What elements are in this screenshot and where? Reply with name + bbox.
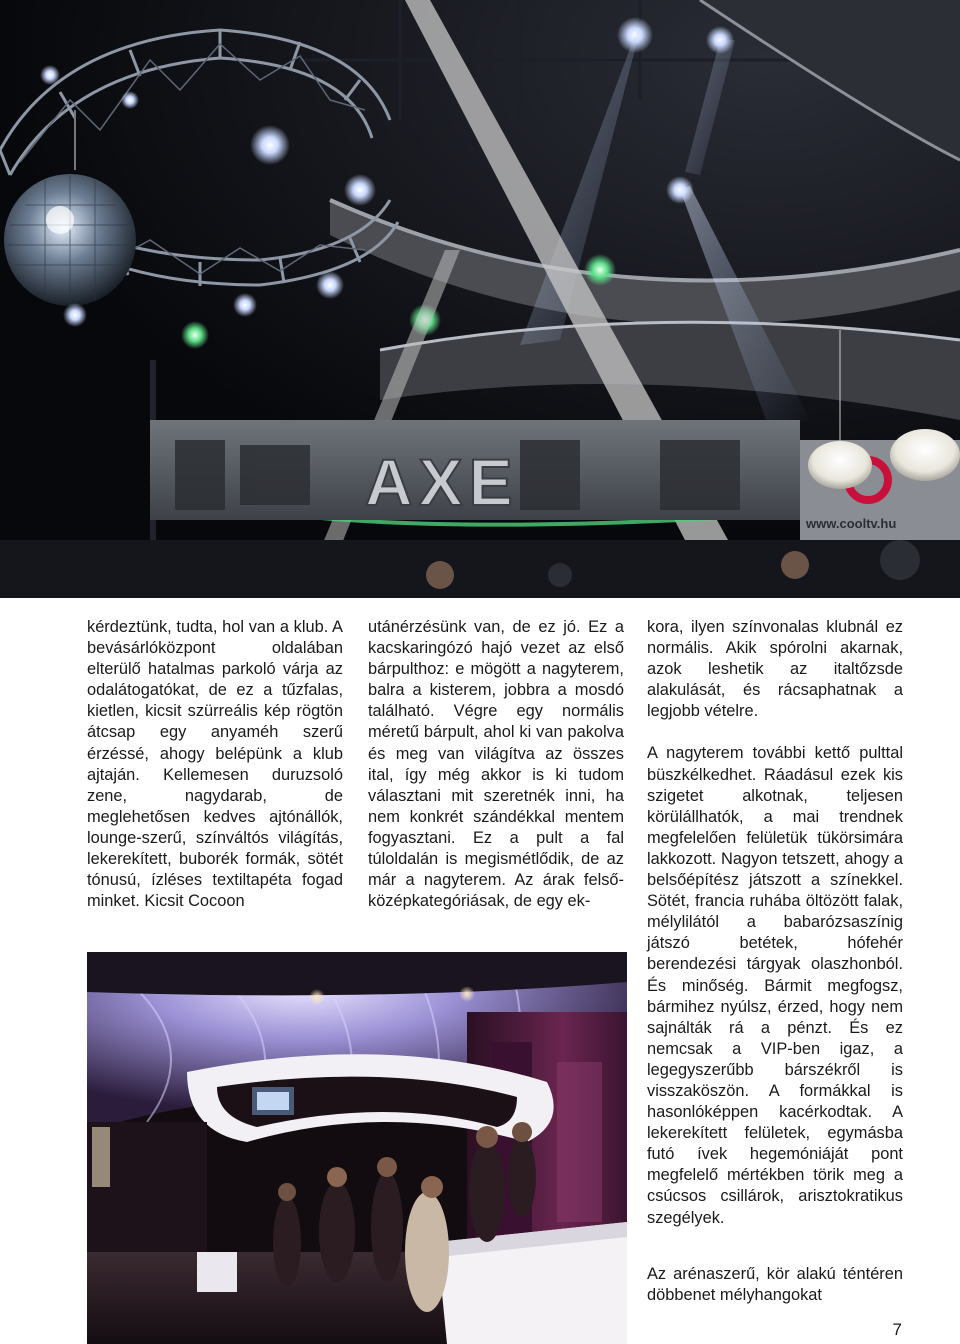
text-column-2 xyxy=(368,617,624,912)
axe-sign: AXE xyxy=(365,445,519,519)
col3-paragraph-1: kora, ilyen színvonalas klubnál ez normális. Akik spórolni akarnak, azok leshetik az italtőzsde alakulását, és rácsaphatnak a legjobb vételre. xyxy=(647,618,903,721)
text-column-1 xyxy=(87,617,343,912)
hero-photo xyxy=(0,0,960,598)
cooltv-url: www.cooltv.hu xyxy=(806,516,897,531)
page-number: 7 xyxy=(892,1320,902,1339)
club-ceiling-image xyxy=(0,0,960,598)
col3-paragraph-3-wrapper xyxy=(647,1264,903,1306)
col2-paragraph: utánérzésünk van, de ez jó. Ez a kacskaringózó hajó vezet az első bárpulthoz: e mögött a nagyterem, balra a kisterem, jobbra a mosdó található. Végre egy normális méretű bárpult, ahol ki van pakolva és meg van világítva az összes ital, így még akkor is ki tudom választani mit szeretnék inni, ha nem konkrét szándékkal mentem fogyasztani. Ez a pult a fal túloldalán is megismétlődik, de az már a nagyterem. Az árak felső-középkategóriásak, de egy ek- xyxy=(368,618,624,911)
bar-interior-image xyxy=(87,952,627,1344)
text-column-3 xyxy=(647,617,903,1229)
col3-paragraph-3: Az arénaszerű, kör alakú téntéren döbbenet mélyhangokat xyxy=(647,1265,903,1305)
col1-paragraph: kérdeztünk, tudta, hol van a klub. A bevásárlóközpont oldalában elterülő hatalmas parkoló várja az odalátogatókat, de ez a tűzfalas, kietlen, kicsit szürreális kép rögtön átcsap egy anyaméh szerű érzéssé, ahogy belépünk a klub ajtaján. Kellemesen duruzsoló zene, nagydarab, de meglehetősen kedves ajtónállók, lounge-szerű, színváltós világítás, lekerekített, buborék formák, sötét tónusú, ízléses textiltapéta fogad minket. Kicsit Cocoon xyxy=(87,618,343,911)
col3-paragraph-2: A nagyterem további kettő pulttal büszkélkedhet. Ráadásul ezek kis szigetet alkotnak, teljesen körülállhatók, a mai trendnek megfelelően felületük tükörsimára lakkozott. Nagyon tetszett, ahogy a belsőépítész játszott a színekkel. Sötét, francia ruhába öltözött falak, mélylilától a babarózsaszínig játszó betétek, hófehér berendezési tárgyak olaszhonból. És minőség. Bármit megfogsz, bármihez nyúlsz, érzed, hogy nem sajnálták rá a pénzt. És ez nemcsak a VIP-ben igaz, a legegyszerűbb bárszékről is visszaköszön. A formákkal is hasonlóképpen kacérkodtak. A lekerekített felületek, egymásba futó ívek hegemóniáját pont megfelelő mértékben törik meg a csúcsos csillárok, arisztokratikus szegélyek. xyxy=(647,744,903,1227)
bar-photo xyxy=(87,952,627,1344)
